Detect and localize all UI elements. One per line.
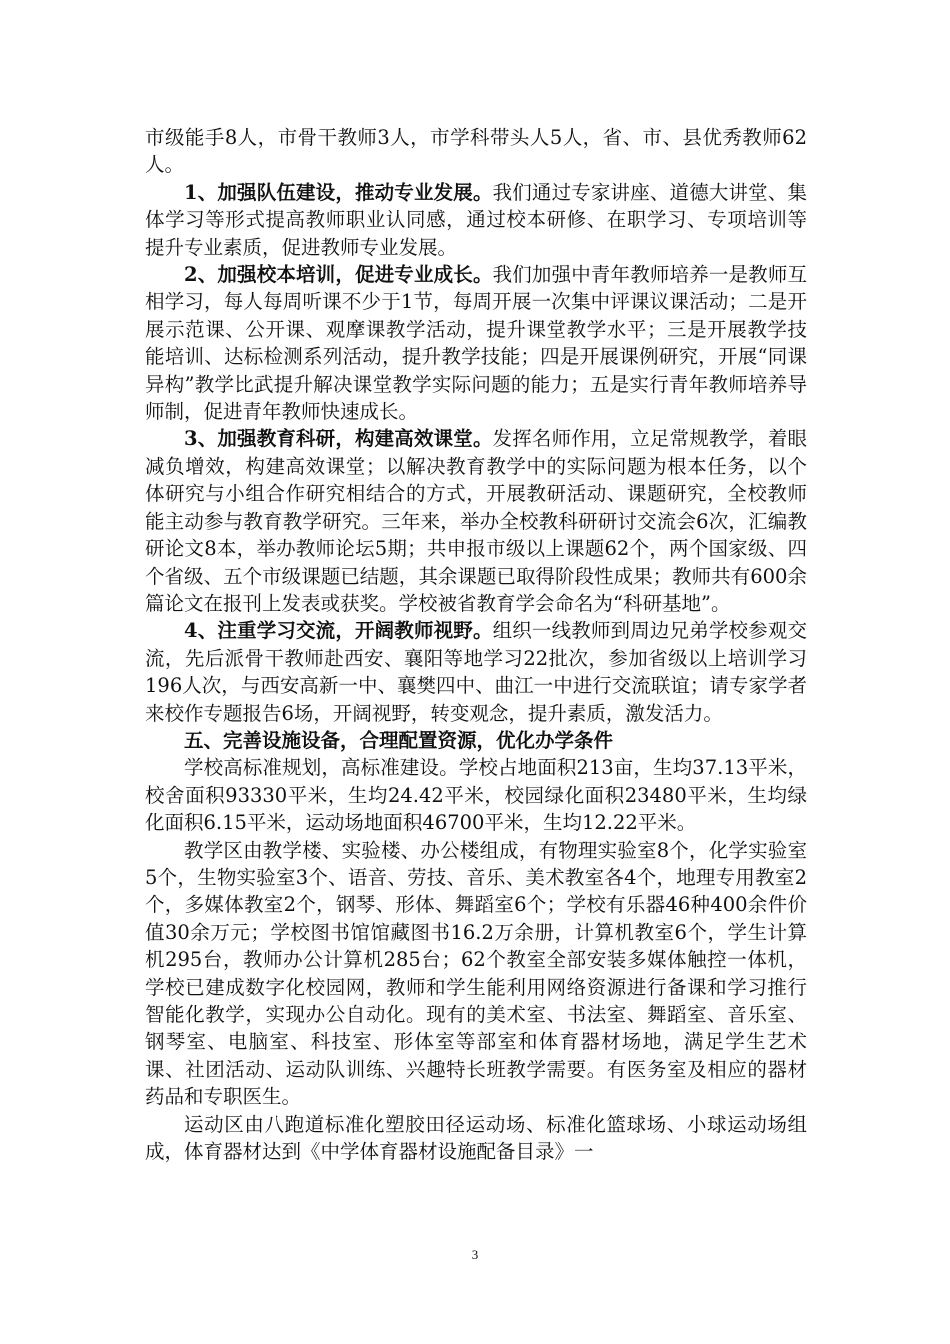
paragraph-team-building — [145, 179, 807, 261]
paragraph-campus-area: 学校高标准规划，高标准建设。学校占地面积213亩，生均37.13平米，校舍面积93330平米，生均24.42平米，校园绿化面积23480平米，生均绿化面积6.15平米，运动场地面积46700平米，生均12.22平米。 — [145, 756, 807, 835]
paragraph-lead: 3、加强教育科研，构建高效课堂。 — [184, 427, 493, 451]
document-body — [145, 124, 807, 1165]
paragraph-sports-zone: 运动区由八跑道标准化塑胶田径运动场、标准化篮球场、小球运动场组成，体育器材达到《中学体育器材设施配备目录》一 — [145, 1112, 807, 1164]
paragraph-research — [145, 425, 807, 617]
paragraph-text: 发挥名师作用，立足常规教学，着眼减负增效，构建高效课堂；以解决教育教学中的实际问题为根本任务，以个体研究与小组合作研究相结合的方式，开展教研活动、课题研究，全校教师能主动参与教育教学研究。三年来，举办全校教科研研讨交流会6次，汇编教研论文8本，举办教师论坛5期；共申报市级以上课题62个，两个国家级、四个省级、五个市级课题已结题，其余课题已取得阶段性成果；教师共有600余篇论文在报刊上发表或获奖。学校被省教育学会命名为“科研基地”。 — [145, 427, 807, 615]
paragraph-lead: 2、加强校本培训，促进专业成长。 — [184, 263, 493, 287]
paragraph-continuation — [145, 124, 807, 179]
paragraph-text: 我们加强中青年教师培养一是教师互相学习，每人每周听课不少于1节，每周开展一次集中评课议课活动；二是开展示范课、公开课、观摩课教学活动，提升课堂教学水平；三是开展教学技能培训、达标检测系列活动，提升教学技能；四是开展课例研究，开展“同课异构”教学比武提升解决课堂教学实际问题的能力；五是实行青年教师培养导师制，促进青年教师快速成长。 — [145, 263, 807, 424]
paragraph-text: 市级能手8人，市骨干教师3人，市学科带头人5人，省、市、县优秀教师62人。 — [145, 126, 807, 177]
paragraph-teaching-zone: 教学区由教学楼、实验楼、办公楼组成，有物理实验室8个，化学实验室5个，生物实验室3个、语音、劳技、音乐、美术教室各4个，地理专用教室2个，多媒体教室2个，钢琴、形体、舞蹈室6个；学校有乐器46种400余件价值30余万元；学校图书馆馆藏图书16.2万余册，计算机教室6个，学生计算机295台，教师办公计算机285台；62个教室全部安装多媒体触控一体机，学校已建成数字化校园网，教师和学生能利用网络资源进行备课和学习推行智能化教学，实现办公自动化。现有的美术室、书法室、舞蹈室、音乐室、钢琴室、电脑室、科技室、形体室等部室和体育器材场地，满足学生艺术课、社团活动、运动队训练、兴趣特长班教学需要。有医务室及相应的器材药品和专职医生。 — [145, 838, 807, 1109]
paragraph-text: 组织一线教师到周边兄弟学校参观交流，先后派骨干教师赴西安、襄阳等地学习22批次，参加省级以上培训学习196人次，与西安高新一中、襄樊四中、曲江一中进行交流联谊；请专家学者来校作专题报告6场，开阔视野，转变观念，提升素质，激发活力。 — [145, 619, 807, 725]
paragraph-school-training — [145, 261, 807, 425]
paragraph-lead: 1、加强队伍建设，推动专业发展。 — [184, 180, 493, 204]
section-heading: 五、完善设施设备，合理配置资源，优化办学条件 — [184, 728, 614, 752]
paragraph-exchange — [145, 617, 807, 727]
paragraph-text: 我们通过专家讲座、道德大讲堂、集体学习等形式提高教师职业认同感，通过校本研修、在职学习、专项培训等提升专业素质，促进教师专业发展。 — [145, 180, 807, 259]
paragraph-lead: 4、注重学习交流，开阔教师视野。 — [184, 619, 493, 643]
page-number: 3 — [471, 1247, 479, 1262]
